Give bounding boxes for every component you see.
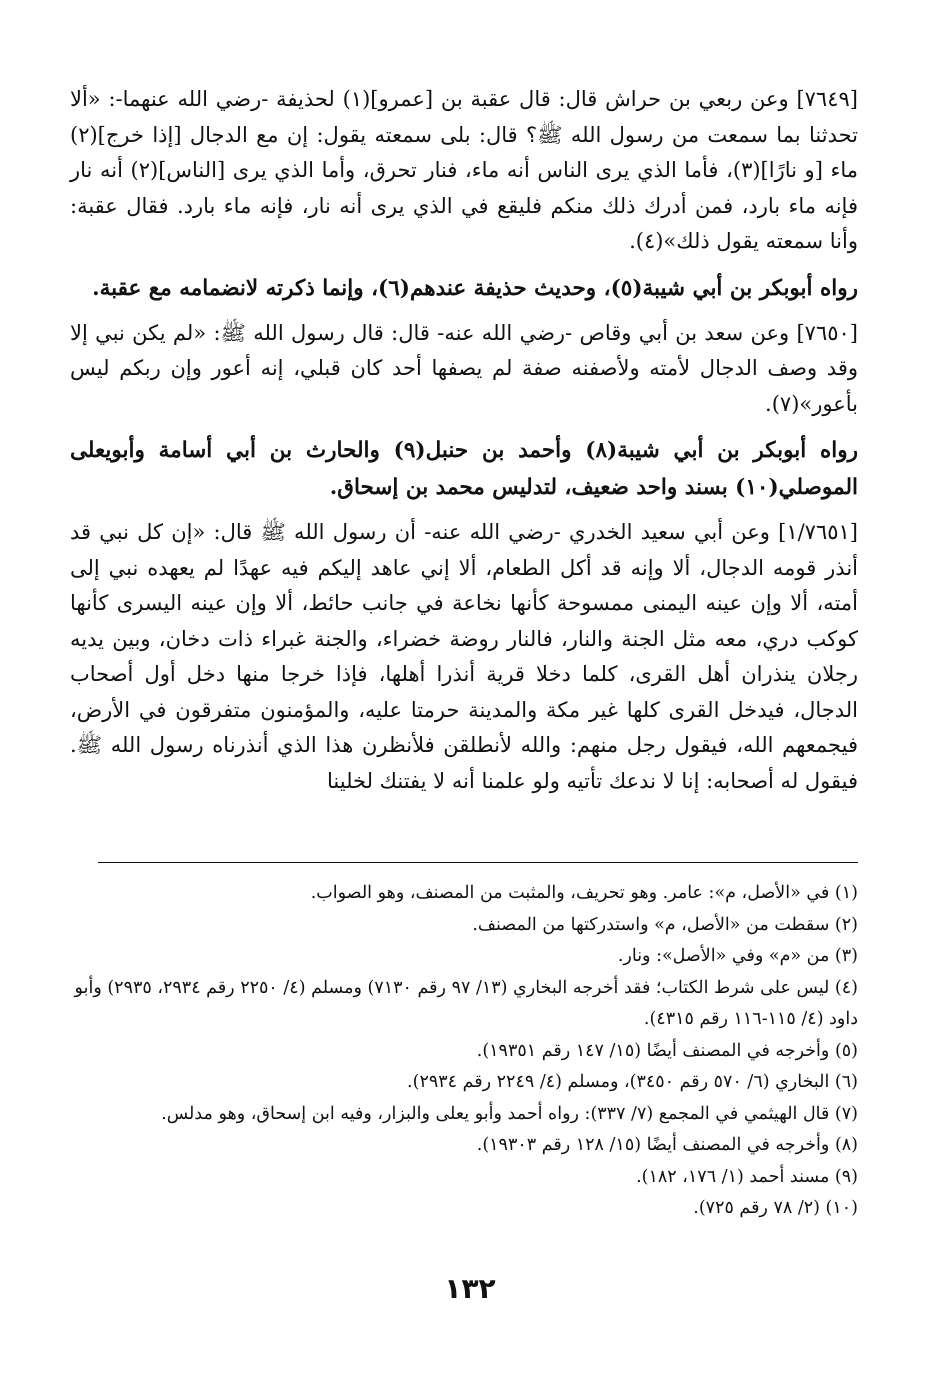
hadith-7650: [٧٦٥٠] وعن سعد بن أبي وقاص -رضي الله عنه- قال: قال رسول الله ﷺ: «لم يكن نبي إلا وقد وصف الدجال لأمته ولأصفنه صفة لم يصفها أحد كان قبلي، إنه أعور وإن ربكم ليس بأعور»(٧). <box>70 320 858 416</box>
footnote-3: (٣) من «م» وفي «الأصل»: ونار. <box>617 946 858 966</box>
footnote-9: (٩) مسند أحمد (١/ ١٧٦، ١٨٢). <box>636 1166 858 1187</box>
main-text <box>70 82 858 809</box>
footnote-7: (٧) قال الهيثمي في المجمع (٧/ ٣٣٧): رواه أحمد وأبو يعلى والبزار، وفيه ابن إسحاق، وهو مدلس. <box>161 1103 858 1124</box>
footnote-8: (٨) وأخرجه في المصنف أيضًا (١٥/ ١٢٨ رقم ١٩٣٠٣). <box>476 1135 858 1155</box>
footnote-10: (١٠) (٢/ ٧٨ رقم ٧٢٥). <box>693 1198 858 1218</box>
footnote-6: (٦) البخاري (٦/ ٥٧٠ رقم ٣٤٥٠)، ومسلم (٤/ ٢٢٤٩ رقم ٢٩٣٤). <box>407 1072 858 1092</box>
takhrij-7649: رواه أبوبكر بن أبي شيبة(٥)، وحديث حذيفة عندهم(٦)، وإنما ذكرته لانضمامه مع عقبة. <box>92 275 858 301</box>
footnote-5: (٥) وأخرجه في المصنف أيضًا (١٥/ ١٤٧ رقم ١٩٣٥١). <box>476 1040 858 1061</box>
footnotes <box>70 878 858 1225</box>
hadith-7649: [٧٦٤٩] وعن ربعي بن حراش قال: قال عقبة بن [عمرو](١) لحذيفة -رضي الله عنهما-: «ألا تحدثنا بما سمعت من رسول الله ﷺ؟ قال: بلى سمعته يقول: إن مع الدجال [إذا خرج](٢) ماء [و نارًا](٣)، فأما الذي يرى الناس أنه ماء، فنار تحرق، وأما الذي يرى [الناس](٢) أنه نار فإنه ماء بارد، فمن أدرك ذلك منكم فليقع في الذي يرى أنه نار، فإنه ماء بارد. فقال عقبة: وأنا سمعته يقول ذلك»(٤). <box>70 87 859 253</box>
footnote-separator <box>98 862 858 863</box>
footnote-1: (١) في «الأصل، م»: عامر. وهو تحريف، والمثبت من المصنف، وهو الصواب. <box>310 883 858 903</box>
hadith-7651: [١/٧٦٥١] وعن أبي سعيد الخدري -رضي الله عنه- أن رسول الله ﷺ قال: «إن كل نبي قد أنذر قومه الدجال، ألا وإنه قد أكل الطعام، ألا إني عاهد إليكم فيه عهدًا لم يعهده نبي إلى أمته، ألا وإن عينه اليمنى ممسوحة كأنها نخاعة في جانب حائط، ألا وإن عينه اليسرى كأنها كوكب دري، معه مثل الجنة والنار، فالنار روضة خضراء، والجنة غبراء ذات دخان، وبين يديه رجلان ينذران أهل القرى، كلما دخلا قرية أنذرا أهلها، فإذا خرجا منها دخل أول أصحاب الدجال، فيدخل القرى كلها غير مكة والمدينة حرمتا عليه، والمؤمنون متفرقون في الأرض، فيجمعهم الله، فيقول رجل منهم: والله لأنطلقن فلأنظرن هذا الذي أنذرناه رسول الله ﷺ. فيقول له أصحابه: إنا لا ندعك تأتيه ولو علمنا أنه لا يفتنك لخلينا <box>70 520 858 793</box>
footnote-4: (٤) ليس على شرط الكتاب؛ فقد أخرجه البخاري (١٣/ ٩٧ رقم ٧١٣٠) ومسلم (٤/ ٢٢٥٠ رقم ٢٩٣٤، ٢٩٣٥) وأبو داود (٤/ ١١٥-١١٦ رقم ٤٣١٥). <box>74 977 858 1029</box>
footnote-2: (٢) سقطت من «الأصل، م» واستدركتها من المصنف. <box>472 914 858 935</box>
page-number: ١٣٢ <box>444 1272 496 1305</box>
takhrij-7650: رواه أبوبكر بن أبي شيبة(٨) وأحمد بن حنبل(٩) والحارث بن أبي أسامة وأبويعلى الموصلي(١٠) بسند واحد ضعيف، لتدليس محمد بن إسحاق. <box>70 438 858 500</box>
